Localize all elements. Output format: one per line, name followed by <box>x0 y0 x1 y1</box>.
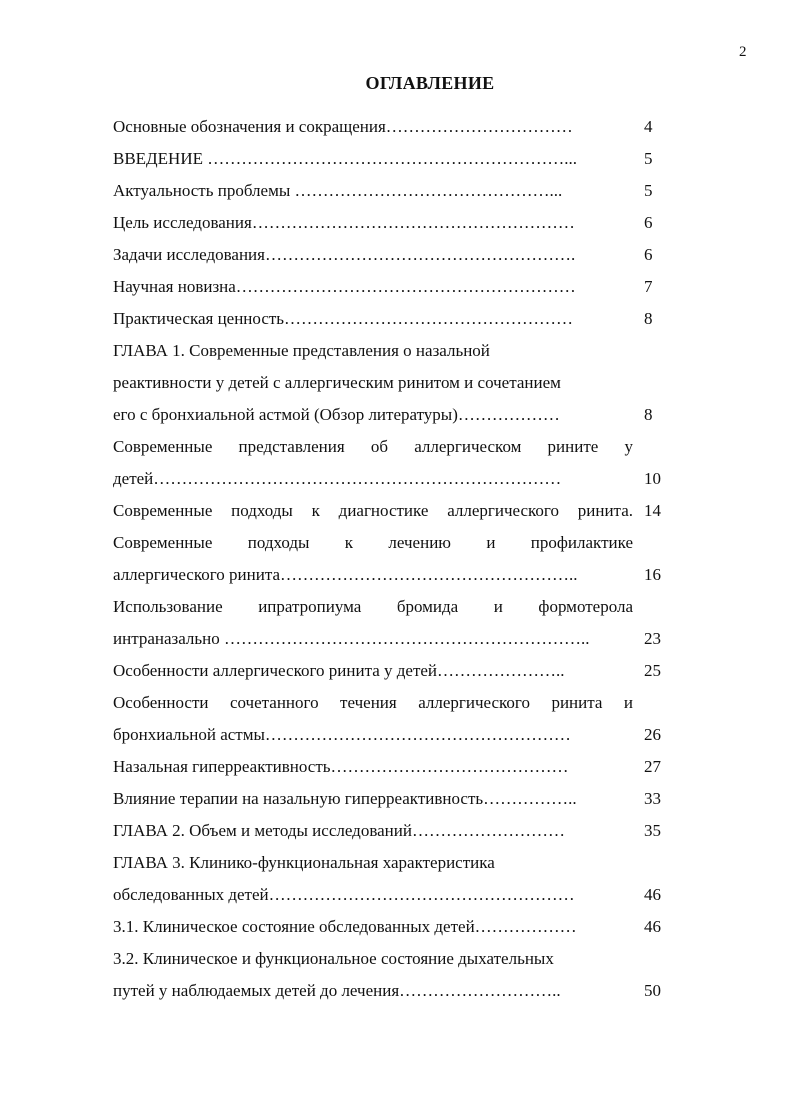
toc-line-text: Назальная гиперреактивность…………………………………… <box>113 757 569 776</box>
toc-line-text: 3.2. Клиническое и функциональное состояние дыхательных <box>113 949 554 968</box>
toc-line <box>113 559 673 591</box>
toc-line-text: Научная новизна…………………………………………………… <box>113 277 576 296</box>
toc-line-page: 6 <box>644 245 653 264</box>
toc-line <box>113 335 673 367</box>
toc-line-text: Актуальность проблемы ………………………………………... <box>113 181 563 200</box>
toc-line-text: Цель исследования………………………………………………… <box>113 213 575 232</box>
toc-line-text: Задачи исследования………………………………………………. <box>113 245 576 264</box>
toc-line <box>113 943 673 975</box>
toc-line-page: 6 <box>644 213 653 232</box>
toc-line-text: бронхиальной астмы……………………………………………… <box>113 725 571 744</box>
toc-line-page: 16 <box>644 565 661 584</box>
toc-line-text: обследованных детей……………………………………………… <box>113 885 575 904</box>
toc-line-text: Практическая ценность…………………………………………… <box>113 309 574 328</box>
toc-line-text: его с бронхиальной астмой (Обзор литературы)……………… <box>113 405 560 424</box>
toc-line <box>113 303 673 335</box>
toc-line-page: 5 <box>644 181 653 200</box>
toc-line <box>113 431 673 463</box>
toc-line <box>113 271 673 303</box>
toc-line-page: 33 <box>644 789 661 808</box>
toc-line <box>113 975 673 1007</box>
toc-line <box>113 495 673 527</box>
toc-line <box>113 527 673 559</box>
toc-line-page: 14 <box>644 501 661 520</box>
toc-line-text: Основные обозначения и сокращения…………………………… <box>113 117 573 136</box>
toc-line <box>113 815 673 847</box>
toc-line-text: ГЛАВА 2. Объем и методы исследований……………………… <box>113 821 565 840</box>
toc-line <box>113 239 673 271</box>
toc-line-text: аллергического ринита…………………………………………….. <box>113 565 578 584</box>
toc-line <box>113 879 673 911</box>
toc-line-page: 26 <box>644 725 661 744</box>
toc-line-page: 23 <box>644 629 661 648</box>
toc-line-text: Современные подходы к лечению и профилактике <box>113 533 633 552</box>
toc-line-text: Влияние терапии на назальную гиперреактивность…………….. <box>113 789 577 808</box>
toc-line-page: 8 <box>644 309 653 328</box>
toc-line-text: Особенности аллергического ринита у детей………………….. <box>113 661 565 680</box>
toc-line-text: Современные представления об аллергическом рините у <box>113 437 633 456</box>
toc-line-text: ВВЕДЕНИЕ ………………………………………………………... <box>113 149 577 168</box>
toc-line <box>113 751 673 783</box>
toc-line-text: путей у наблюдаемых детей до лечения……………………….. <box>113 981 561 1000</box>
toc-line <box>113 143 673 175</box>
toc-line <box>113 111 673 143</box>
page-title: ОГЛАВЛЕНИЕ <box>365 73 495 93</box>
toc-line-text: 3.1. Клиническое состояние обследованных детей……………… <box>113 917 577 936</box>
toc-line <box>113 783 673 815</box>
toc-line <box>113 463 673 495</box>
toc-line-page: 35 <box>644 821 661 840</box>
toc-line-page: 5 <box>644 149 653 168</box>
toc-line <box>113 847 673 879</box>
toc-line-text: Современные подходы к диагностике аллергического ринита. <box>113 501 633 520</box>
toc-line-text: ГЛАВА 1. Современные представления о назальной <box>113 341 490 360</box>
toc-line <box>113 175 673 207</box>
toc-line <box>113 207 673 239</box>
toc-line-page: 25 <box>644 661 661 680</box>
toc-line-text: Использование ипратропиума бромида и формотерола <box>113 597 633 616</box>
toc-line-page: 8 <box>644 405 653 424</box>
page-number: 2 <box>739 44 747 60</box>
toc-line-page: 4 <box>644 117 653 136</box>
toc-line <box>113 719 673 751</box>
toc-line-page: 50 <box>644 981 661 1000</box>
toc-line-page: 10 <box>644 469 661 488</box>
table-of-contents <box>113 111 673 1007</box>
toc-line <box>113 367 673 399</box>
toc-line <box>113 399 673 431</box>
toc-line <box>113 655 673 687</box>
toc-line <box>113 687 673 719</box>
toc-line-text: Особенности сочетанного течения аллергического ринита и <box>113 693 633 712</box>
toc-line-text: детей……………………………………………………………… <box>113 469 562 488</box>
toc-line-page: 46 <box>644 885 661 904</box>
toc-line-text: реактивности у детей с аллергическим ринитом и сочетанием <box>113 373 561 392</box>
toc-line-page: 7 <box>644 277 653 296</box>
toc-line <box>113 623 673 655</box>
toc-line-page: 27 <box>644 757 661 776</box>
toc-line-text: интраназально ……………………………………………………….. <box>113 629 590 648</box>
toc-line-text: ГЛАВА 3. Клинико-функциональная характеристика <box>113 853 495 872</box>
toc-line <box>113 911 673 943</box>
toc-line-page: 46 <box>644 917 661 936</box>
toc-line <box>113 591 673 623</box>
